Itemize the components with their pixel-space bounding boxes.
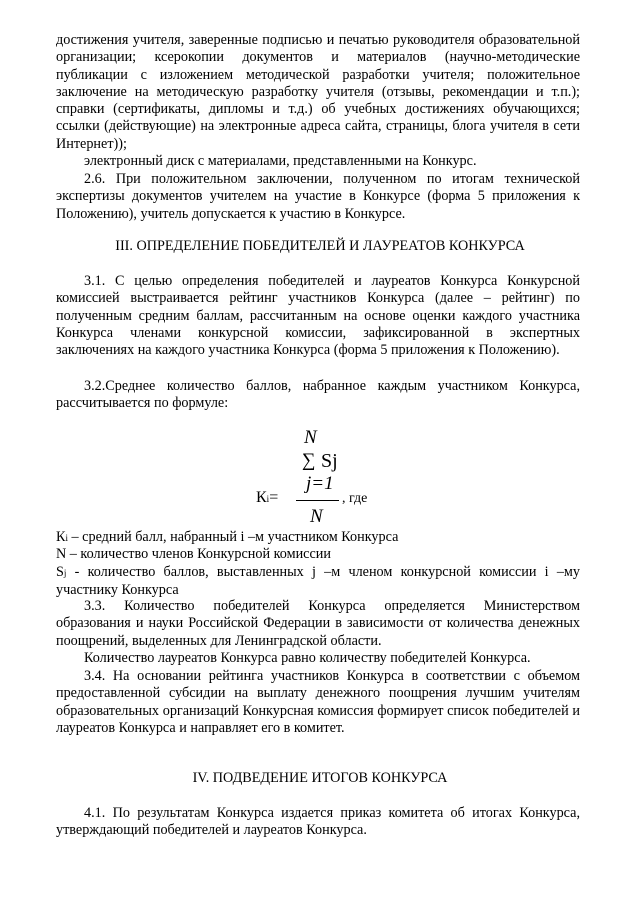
section-heading-3: III. ОПРЕДЕЛЕНИЕ ПОБЕДИТЕЛЕЙ И ЛАУРЕАТОВ КОНКУРСА bbox=[115, 238, 525, 254]
paragraph-3-4: 3.4. На основании рейтинга участников Конкурса в соответствии с объемом предоставленной субсидии на выплату денежного поощрения лучшим учителям образовательных организаций Конкурсная комиссия формирует список победителей и лауреатов Конкурса и направляет его в комитет. bbox=[56, 668, 580, 736]
definition-k-text: – средний балл, набранный i –м участником Конкурса bbox=[67, 529, 399, 545]
paragraph-documents-list: достижения учителя, заверенные подписью и печатью руководителя образовательной организации; ксерокопии документов и материалов (научно-методические публикации с изложением методической разработки учителя; положительное заключение на методическую разработку учителя (отзывы, рекомендации и т.п.); справки (сертификаты, дипломы и т.д.) об учебных достижениях обучающихся; ссылки (действующие) на электронные адреса сайта, страницы, блога учителя в сети Интернет)); bbox=[56, 32, 580, 152]
definition-k-symbol: К bbox=[56, 529, 66, 545]
definition-sj bbox=[56, 564, 580, 600]
definition-k-subscript: i bbox=[65, 533, 68, 543]
paragraph-electronic-disk: электронный диск с материалами, представленными на Конкурс. bbox=[84, 153, 477, 169]
formula-suffix: , где bbox=[342, 491, 368, 506]
definition-n: N – количество членов Конкурсной комиссии bbox=[56, 546, 331, 562]
paragraph-4-1: 4.1. По результатам Конкурса издается приказ комитета об итогах Конкурса, утверждающий победителей и лауреатов Конкурса. bbox=[56, 805, 580, 839]
definition-sj-symbol: S bbox=[56, 564, 64, 580]
paragraph-laureates-count: Количество лауреатов Конкурса равно количеству победителей Конкурса. bbox=[84, 650, 531, 666]
formula-k-subscript: i bbox=[266, 494, 270, 504]
paragraph-3-1: 3.1. С целью определения победителей и лауреатов Конкурса Конкурсной комиссией выстраивается рейтинг участников Конкурса (далее – рейтинг) по полученным средним баллам, рассчитанным на основе оценки каждого участника Конкурса членами конкурсной комиссии, зафиксированной в экспертных заключениях на каждого участника Конкурса (форма 5 приложения к Положению). bbox=[56, 273, 580, 359]
fraction-bar bbox=[296, 500, 339, 501]
section-heading-4: IV. ПОДВЕДЕНИЕ ИТОГОВ КОНКУРСА bbox=[192, 770, 448, 786]
formula-equals: = bbox=[269, 489, 279, 506]
paragraph-3-3: 3.3. Количество победителей Конкурса определяется Министерством образования и науки Российской Федерации в зависимости от количества денежных поощрений, выделенных для Ленинградской области. bbox=[56, 598, 580, 649]
formula-k-symbol: К bbox=[256, 489, 267, 506]
definition-k bbox=[56, 529, 580, 547]
paragraph-3-2: 3.2.Среднее количество баллов, набранное каждым участником Конкурса, рассчитывается по формуле: bbox=[56, 378, 580, 412]
formula-k bbox=[256, 490, 278, 506]
formula-denominator: N bbox=[310, 506, 323, 527]
formula-lower-limit: j=1 bbox=[306, 473, 334, 494]
paragraph-2-6: 2.6. При положительном заключении, полученном по итогам технической экспертизы документов учителем на участие в Конкурсе (форма 5 приложения к Положению), учитель допускается к участию в Конкурсе. bbox=[56, 171, 580, 222]
definition-sj-text: - количество баллов, выставленных j –м членом конкурсной комиссии i –му участнику Конкурса bbox=[56, 564, 580, 599]
formula-sum-sign: ∑ bbox=[302, 450, 316, 471]
formula-sj: Sj bbox=[321, 450, 338, 472]
definition-sj-subscript: j bbox=[63, 568, 67, 578]
formula-upper-limit: N bbox=[304, 427, 317, 448]
